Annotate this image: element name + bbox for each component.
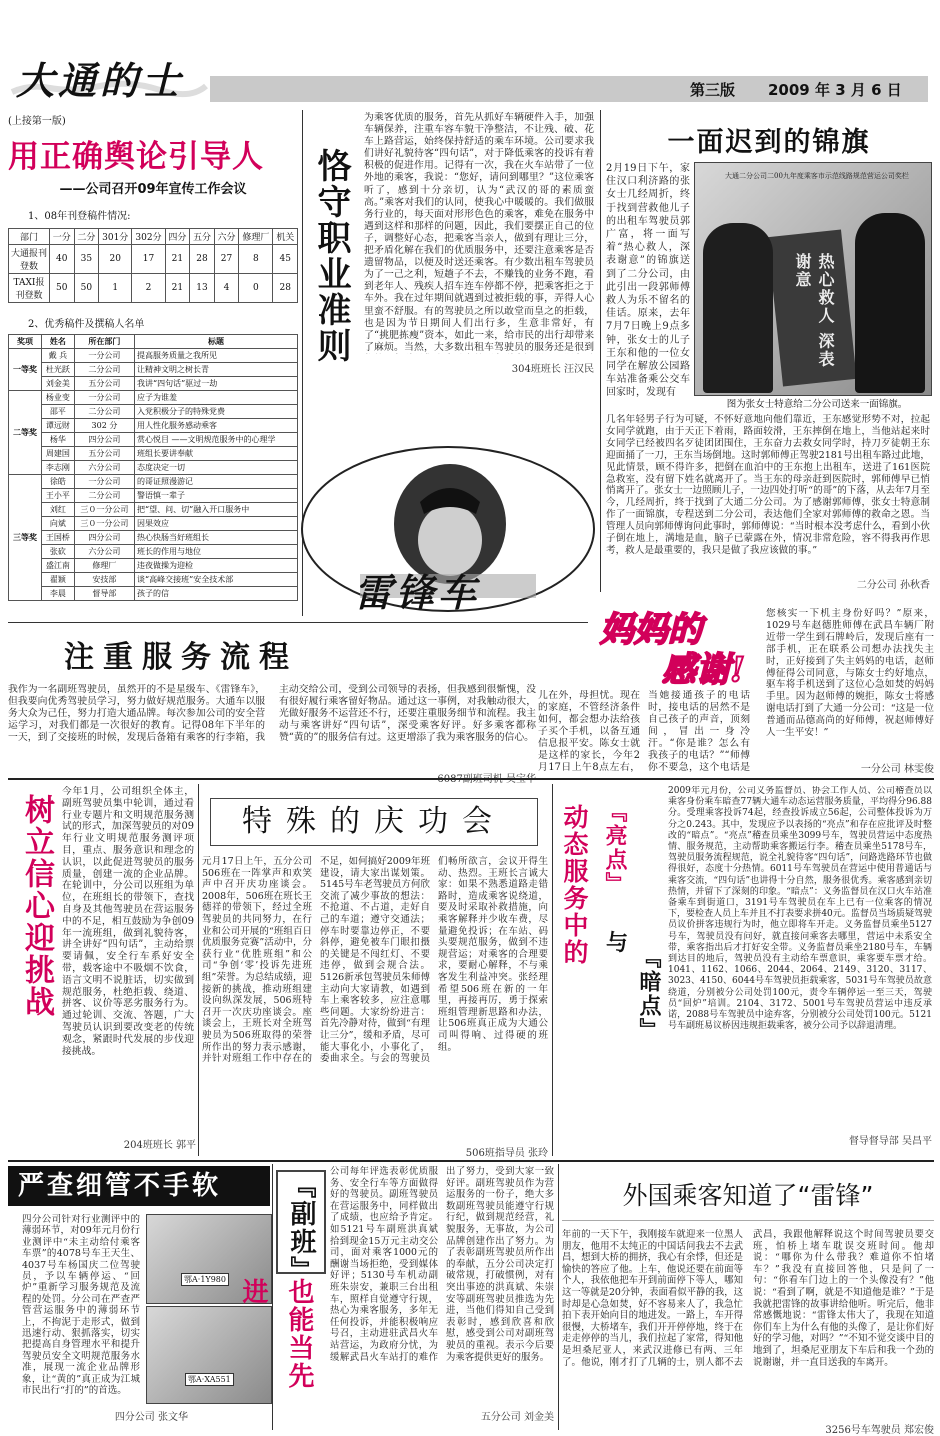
table-row [9, 475, 298, 489]
title-bright-point: 『亮点』 [602, 800, 627, 896]
table-header-cell: 修理厂 [239, 229, 273, 245]
subhead: ——公司召开09年宣传工作会议 [59, 182, 247, 197]
masthead-logo [10, 48, 210, 103]
photo-banner-text: 大通二分公司二00九年度乘客市示范线路规范营运公司奖栏 [725, 172, 909, 180]
table-cell: 热心快肠当好班组长 [135, 531, 298, 545]
article-signature: 3256号车驾驶员 郑宏俊 [825, 1425, 934, 1436]
article-body-1: 儿在外，母担忧。现在的家庭，不管经济条件如何，都会想办法给孩子买个手机，以备互通信息报平安。陈女士就是这样的家长，今年2月17日上午8点左右，当她接通孩子的电话时，接电话的居然不是自己孩子的声音，顶刻间，冒出一身冷汗。“你是谁？怎么有我孩子的电话？”“师傅你不要急，这个电话是 [538, 690, 750, 773]
article-signature: 五分公司 刘金美 [480, 1412, 554, 1423]
article-bright-dark-points [668, 786, 932, 1156]
table-cell: 二分公司 [74, 489, 134, 503]
table-cell: 一分公司 [74, 475, 134, 489]
table-cell: 杜光跃 [41, 363, 74, 377]
section1-label: 1、08年刊登稿件情况: [28, 211, 131, 222]
table-row [9, 391, 298, 405]
table-header-cell: 二分 [74, 229, 99, 245]
table-cell: 二分公司 [74, 363, 134, 377]
article-deputy-drivers [330, 1166, 554, 1428]
table-cell: 修理厂 [74, 559, 134, 573]
table-cell: 邵平 [41, 405, 74, 419]
table-cell: 谭远财 [41, 419, 74, 433]
table-cell: 翟颖 [41, 573, 74, 587]
table-cell: 28 [190, 245, 215, 274]
table-cell: 50 [50, 274, 75, 303]
table-row [9, 489, 298, 503]
banner-photo [694, 162, 932, 396]
table-header-cell: 部门 [9, 229, 50, 245]
table-cell: 督导部 [74, 587, 134, 601]
table-cell: 班长的作用与地位 [135, 545, 298, 559]
table-cell: 四分公司 [74, 531, 134, 545]
article-signature: 506班指导员 张玲 [465, 1148, 548, 1159]
table-row [9, 517, 298, 531]
table-cell: 四分公司 [74, 433, 134, 447]
article-signature: 304班班长 汪汉民 [511, 364, 594, 375]
table-cell: 赏心悦目 ——文明规范服务中的心理学 [135, 433, 298, 447]
title-part2: 也能当先进 [238, 1278, 314, 1390]
section2-label: 2、优秀稿件及撰稿人名单 [28, 319, 145, 330]
table-cell: 21 [165, 274, 190, 303]
table-cell: 一分公司 [74, 349, 134, 363]
logo-text: 大通的士 [16, 58, 185, 103]
table-cell: 50 [74, 274, 99, 303]
table-row [9, 587, 298, 601]
dynamic-service-title [556, 796, 666, 1076]
table-row [9, 419, 298, 433]
leifeng-label: 雷锋车 [354, 570, 481, 615]
table-cell: 302 分 [74, 419, 134, 433]
article-signature: 204班班长 郭平 [123, 1140, 196, 1151]
table-cell: 28 [273, 274, 298, 303]
article-confidence [62, 786, 194, 1134]
table-cell: 三０一分公司 [74, 503, 134, 517]
article-signature: 6087副班司机 吴宝华 [437, 774, 536, 785]
title-and: 与 [606, 931, 629, 956]
article-body-main: 几名年轻男子行为可疑，不怀好意地向他们靠近，王东感觉形势不对，拉起女同学就跑，由于天正下着雨，路面较滑，王东摔倒在地上，当他站起来时女同学已经被四名歹徒团团围住，王东奋力去救女同学时，持刀歹徒朝王东迎面捅了一刀，王东当场倒地。这时郭师傅正驾驶2181号出租车路过此地，见此情景，顾不得许多，把倒在血泊中的王东抱上出租车，送进了161医院急救室，没有留下姓名就离开了。当王东的母亲赶到医院时，郭师傅早已悄悄离开了。张女士一边照顾儿子，一边四处打听“的哥”的下落，从去年7月至今，几经周折，终于找到了大通二分公司。为了感谢郭师傅，张女士特意制作了一面锦旗，专程送到二分公司，表达他们全家对郭师傅的救命之恩。当管理人员向郭师傅询问此事时，郭师傅说：“当时根本没考虑什么，看到小伙子倒在地上，满地是血，脑子已蒙露在外，情况非常危险，容不得我再作思考，救人是最重要的，我只是做了我应该做的事。” [606, 414, 930, 556]
table-header-cell: 一分 [50, 229, 75, 245]
article-body: 为乘客优质的服务，首先从抓好车辆硬件入手，加强车辆保养，注重车容车貌干净整洁，不让残、破、花车上路营运，始终保持舒适的乘车环境。公司要求我们讲好礼貌待客“四句话”，对于降低乘客的投诉有着积极的促进作用。记得有一次，我在火车站带了一位外地的乘客，我说：“您好，请问到哪里？”这位乘客听了，感到十分亲切，认为“武汉的哥的素质蛮高。”乘客对我们的认同，使我心中暖暖的。我们做服务行业的，每天面对形形色色的乘客，难免在服务中遇到这样和那样的问题，因此，我们要摆正自己的位子，调整好心态，把乘客当亲人，做到有理让三分，把矛盾化解在我们的优质服务中，还要注意乘客是否遗留物品，以便及时送还乘客。有少数出租车驾驶员为了一己之利，短趟子不去，不赚钱的业务不跑，看到老年人、残疾人招车连车停都不停，把乘客拒之于车外。我在过年期间就遇到过被拒载的事，弄得人心里蛮不舒服。有的驾驶员之所以敢堂而皇之的拒载，也是因为节日期间人们出行多，生意非常好，有了“挑肥拣瘦”资本，如此一来，给市民的出行却带来了麻烦。当然，大多数出租车驾驶员的服务还是很到 [364, 112, 594, 353]
stats-table-2 [8, 334, 298, 601]
table-cell: 王小平 [41, 489, 74, 503]
table-row [9, 433, 298, 447]
article-mothers-thanks [540, 606, 934, 776]
table-cell: 提高服务质量之我所见 [135, 349, 298, 363]
license-plate-2: 鄂A·XA551 [185, 1373, 234, 1386]
table-cell: 35 [74, 245, 99, 274]
table-cell: 盛江南 [41, 559, 74, 573]
article-title: 严查细管不手软 [8, 1166, 270, 1206]
table-cell: 五分公司 [74, 377, 134, 391]
table-header-cell: 姓名 [41, 335, 74, 349]
table-header-cell: 301分 [99, 229, 132, 245]
table-row [9, 559, 298, 573]
table-cell: 4 [214, 274, 239, 303]
article-celebration [202, 786, 548, 1159]
table-cell: 0 [239, 274, 273, 303]
headline: 用正确舆论引导人 [8, 139, 264, 175]
table-cell: 1 [99, 274, 132, 303]
table-row [9, 349, 298, 363]
stats-table-1 [8, 228, 298, 303]
article-signature: 二分公司 孙秋香 [856, 580, 930, 591]
table-cell: 应子为谁羞 [135, 391, 298, 405]
table-cell: 周建国 [41, 447, 74, 461]
table-cell: 20 [99, 245, 132, 274]
article-body: 2009年元月份，公司义务监督员、协会工作人员、公司稽查员以乘客身份乘车暗查77辆大通车动态运营服务质量，平均得分96.88分。受理乘客投诉74起，经查投诉成立56起，公司整体投诉为万分之0.243。其中，发现应予以表扬的“亮点”和存在应批评及时整改的“暗点”。“亮点”稽查员乘坐3099号车，驾驶员营运中态度热情、服务规范，主动帮助乘客搬运行李。稽查员乘坐5178号车，驾驶员服务流程规范，说全礼貌待客“四句话”，问路选路环节也做得很好，态度十分热情。6011号车驾驶员在营运中使用普通话与乘客交流，“四句话”也讲得十分自然，服务很优秀。乘客感到亲切热情，并留下了深刻的印象。“暗点”：义务监督员在汉口火车站准备乘车到街道口，3191号车驾驶员在车上已有一位乘客的情况下，要检查人员上车并且不打表要求拼40元。监督员当场质疑驾驶员议价拼客违规行为时，他立即将车开走。义务监督员乘坐5127号车，驾驶员没有问好，就直接问乘客去哪里，营运中未系安全带，乘客指出后才打好安全带。义务监督员乘坐2180号车，车辆到达目的地后，驾驶员没有主动给车票意识，乘客要车票才给。1041、1162、1066、2044、2064、2149、3120、3117、3023、4150、6044号车驾驶员拒载乘客，5031号车驾驶员故意绕道，分别被分公司处罚100元，责令车辆停运一至三天，驾驶员“回炉”培训。2104、3172、5001号车驾驶员营运中违反承诺，2088号车驾驶员中途弃客，分别被分公司处罚100元。5121号车副班易议桥因违规拒载乘客，被分公司予以辞退清理。 [668, 786, 932, 1032]
table-cell: 三０一分公司 [74, 517, 134, 531]
license-plate-1: 鄂A·1Y980 [181, 1273, 229, 1286]
table-cell: 用人性化服务感动乘客 [135, 419, 298, 433]
article-body: 我作为一名副班驾驶员，虽然开的不是星级车、《雷锋车》，但我要向优秀驾驶员学习，努力做好规范服务。大通车以服务大众为己任，努力打造大通品牌。每次参加公司的安全营运学习，对我们都是一次很好的教育。记得08年下半年的一天，到了交接班的时候，发现后备箱有乘客的行李箱，我主动交给公司，受到公司领导的表扬，但我感到很惭愧，没有很好履行乘客留好物品。通过这一事例，对我触动很大，光做好服务不运营还不行，还要注重服务细节和流程。我主动与乘客讲好“四句话”，深受乘客好评。好多乘客都称赞“黄的”的服务信有过。这更增添了我为乘客服务的信心。 [8, 684, 536, 743]
table-cell: 李晨 [41, 587, 74, 601]
table-cell: 17 [132, 245, 165, 274]
article-propaganda-meeting [8, 112, 298, 616]
table-cell: 大通报刊登数 [9, 245, 50, 274]
article-body: 公司每年评选表彰优质服务、安全行车等方面做得好的驾驶员。副班驾驶员在营运服务中，同样做出了成绩，也应给予肯定。如5121号车副班洪真斌拾到现金15万元主动交公司，面对乘客1000元的酬谢当场拒绝，受到媒体好评；5130号车机动副班朱崇安，兼职三台出租车，照样自觉遵守行规，热心为乘客服务，多年无任何投诉，并能积极响应号召，主动进驻武昌火车站营运，为政府分忧，为缓解武昌火车站打的难作出了努力，受到大家一致好评。副班驾驶员作为营运服务的一份子，绝大多数副班驾驶员能遵守行规行纪，做到规范经营，礼貌服务，无事故，为公司品牌创建作出了努力。为了表彰副班驾驶员所作出的奉献，五分公司决定打破常规，打破惯例，对有突出事迹的洪真斌、朱崇安等副班驾驶员推选为先进，当他们得知自己受到表彰时，感到欣喜和欣慰，感受到公司对副班驾驶员的重视。表示今后要为乘客提供更好的服务。 [330, 1166, 554, 1363]
table-cell: 刘金美 [41, 377, 74, 391]
article-title-vertical: 恪守职业准则 [311, 148, 351, 364]
table-header-cell: 标题 [135, 335, 298, 349]
table-cell: 六分公司 [74, 545, 134, 559]
table-cell: 的哥证照漫游记 [135, 475, 298, 489]
table-row [9, 447, 298, 461]
article-title: 注重服务流程 [64, 640, 298, 675]
table-cell: 13 [190, 274, 215, 303]
table-row [9, 503, 298, 517]
table-cell: 班组长要讲奉献 [135, 447, 298, 461]
table-cell: 李志刚 [41, 461, 74, 475]
mama-title-line1: 妈妈的 [600, 610, 702, 650]
table-header-cell: 机关 [273, 229, 298, 245]
table-cell: 21 [165, 245, 190, 274]
table-row [9, 531, 298, 545]
table-row [9, 461, 298, 475]
photo-person-left [703, 223, 773, 393]
article-title: 外国乘客知道了“雷锋” [562, 1176, 934, 1221]
table-cell: 我讲“四句话”驱过一劫 [135, 377, 298, 391]
table-cell: 因果效应 [135, 517, 298, 531]
table-cell: 8 [239, 245, 273, 274]
title-part1: 『副班』 [276, 1170, 326, 1274]
leifeng-illustration [300, 444, 596, 614]
title-dark-point: 『暗点』 [636, 946, 661, 1042]
table-cell: 六分公司 [74, 461, 134, 475]
table-cell: 一分公司 [74, 391, 134, 405]
table-cell: TAXI报刊登数 [9, 274, 50, 303]
table-cell: 40 [50, 245, 75, 274]
article-service-process [8, 626, 536, 785]
table-cell: 戴 兵 [41, 349, 74, 363]
table-cell: 2 [132, 274, 165, 303]
article-signature: 一分公司 林雯俊 [860, 764, 934, 775]
table-header-cell: 五分 [190, 229, 215, 245]
photo-person-right [855, 213, 925, 393]
article-body: 年前的一天下午，我刚接车就迎来一位黑人朋友，他用不太纯正的中国话问我去不去武昌，想到大桥的拥挤，我心有余悸，但还是愉快的答应了他。上车，他说还要在前面等个人，我依他把车开到前面停下等人，哪知这一等就是20分钟，表面看似平静的我，这时却是心急如焚，好不容易来人了，我急忙拍下表开始向目的地进发。一路上，车开得很慢，大桥堵车，我们开开停停地，终于在走走停停的当儿，我们拉起了家常，得知他是坦桑尼亚人，来武汉进修已有两、三年了。他说，刚才打了几辆的士，别人都不去武昌，我跟他解释说这个时间驾驶员要交班，怕桥上堵车耽误交班时间。他却说：“哪你为什么带我？难道你不怕堵车？”我没有直接回答他，只是问了一句：“你看车门边上的一个头像没有？”他说：“看到了啊，就是不知道他是谁？”于是我就把雷锋的故事讲给他听。听完后，他非常感慨地说：“雷锋太伟大了，我现在知道你们车上为什么有他的头像了，是让你们好好的学习他，对吗？”“不知不觉交谈中目的地到了，坦桑尼亚朋友下车后和我一个劲的说谢谢，并一直目送我的车离开。 [562, 1229, 934, 1368]
article-late-banner [604, 112, 934, 592]
table-header-cell: 奖项 [9, 335, 42, 349]
table-header-cell: 六分 [214, 229, 239, 245]
mama-title-line2: 感谢! [662, 650, 745, 690]
table-header-cell: 四分 [165, 229, 190, 245]
article-body-2: 您核实一下机主身份好吗？”原来，1029号车赵德胜师傅在武昌车辆厂附近带一学生到石牌岭后，发现后座有一部手机，正在联系公司想办法找失主时，正好接到了失主妈妈的电话，赵师傅征得公司同意，与陈女士约好地点，驱车将手机送到了这位心急如焚的妈妈手里。因为赵师傅的婉拒，陈女士将感谢电话打到了大通一分公司：“这是一位普通而品德高尚的好师傅，祝赵师傅好人一生平安！” [766, 608, 934, 739]
article-signature: 督导督导部 吴昌平 [848, 1136, 932, 1147]
table-cell: 刘红 [41, 503, 74, 517]
issue-date: 2009 年 3 月 6 日 [768, 81, 902, 99]
table-row [9, 363, 298, 377]
table-cell: 入党积极分子的特殊党费 [135, 405, 298, 419]
table-row [9, 545, 298, 559]
article-title-vertical: 树立信心迎挑战 [19, 794, 54, 1018]
table-row [9, 405, 298, 419]
table-row [9, 274, 298, 303]
table-row [9, 573, 298, 587]
table-cell: 二分公司 [74, 405, 134, 419]
table-cell: 徐皓 [41, 475, 74, 489]
photo-flag-text: 热心救人 深表谢意 [793, 253, 835, 369]
award-cell: 一等奖 [9, 349, 42, 391]
award-cell: 二等奖 [9, 391, 42, 475]
article-confidence-tail [8, 1104, 196, 1158]
car-photo-bottom [146, 1306, 272, 1404]
title-left: 动态服务中的 [560, 804, 589, 966]
table-cell: 杨业变 [41, 391, 74, 405]
table-cell: 孩子的信 [135, 587, 298, 601]
article-foreign-passenger [562, 1166, 934, 1436]
table-cell: 27 [214, 245, 239, 274]
table-cell: 杨华 [41, 433, 74, 447]
table-cell: 王国桥 [41, 531, 74, 545]
table-cell: 把“望、问、切”融入开口服务中 [135, 503, 298, 517]
masthead [0, 0, 940, 106]
article-body: 今年1月，公司组织全体主，副班驾驶员集中轮训，通过看行业专题片和文明规范服务测试的形式，加深驾驶员的对09年行业文明规范服务测评项目，重点、服务意识和理念的认识，以此促进驾驶员的服务质量，创建一流的企业品牌。在轮训中，分公司以班组为单位，在班组长的带领下，查找自身及其他驾驶员在营运服务中的不足，相互鼓励为争创09年一流班组，做到礼貌待客，讲全讲好“四句话”，主动给票要请佩，安全行车系好安全带，载客途中不吸烟不饮食，语言文明不说脏话，切实做到规范服务，杜绝拒载、绕道、拼客、议价等恶劣服务行为。通过轮训、交流、答题，广大驾驶员认识到要改变老的传统观念，紧跟时代发展的步伐迎接挑战。 [62, 786, 194, 1057]
table-cell: 向斌 [41, 517, 74, 531]
table-cell: 45 [273, 245, 298, 274]
article-professional-standards [364, 112, 594, 382]
table-cell: 张砍 [41, 545, 74, 559]
article-body-side: 2月19日下午，家住汉口利济路的张女士几经周折，终于找到营救他儿子的出租车驾驶员郭广富，将一面写着“热心救人，深表谢意”的锦旗送到了二分公司，由此引出一段郭师傅救人为乐不留名的佳话。原来，去年7月7日晚上9点多钟，张女士的儿子王东和他的一位女同学在解放公园路车站准备乘公交车回家时，发现有 [606, 163, 690, 399]
table-row [9, 377, 298, 391]
table-cell: 警语慎一辈子 [135, 489, 298, 503]
article-signature: 四分公司 张文华 [114, 1412, 188, 1423]
table-row [9, 245, 298, 274]
table-header-cell: 302分 [132, 229, 165, 245]
article-title: 一面迟到的锦旗 [667, 127, 871, 158]
award-cell: 三等奖 [9, 475, 42, 601]
article-body: 四分公司针对行业测评中的薄弱环节，对09年元月份行业测评中“未主动给付乘客车票”的4078号车王天生、4037号车杨国庆二位驾驶员，予以车辆停运、“回炉”重新学习服务规范及流程的处罚。分公司在严查严管营运服务中的薄弱环节上，不拘泥于走形式，做到迅速行动、狠抓落实，切实把提高自身管理水平和提升驾驶员安全文明规范服务水准，展现一流企业品牌形象，让“黄的”真正成为江城市民出行“打的”的首选。 [22, 1214, 140, 1397]
article-title: 特殊的庆功会 [210, 798, 538, 846]
table-cell: 让精神文明之树长青 [135, 363, 298, 377]
table-cell: 五分公司 [74, 447, 134, 461]
table-cell: 违夜做操为迎检 [135, 559, 298, 573]
table-cell: 谈“高峰交接班”安全技术部 [135, 573, 298, 587]
edition-label: 第三版 [690, 81, 736, 99]
table-cell: 态度决定一切 [135, 461, 298, 475]
article-body: 元月17日上午，五分公司506班在一阵掌声和欢笑声中召开庆功座谈会。2008年，506班在班长王德祥的带领下，经过全班驾驶员的共同努力，在行业和公司开展的“班组百日优质服务竞赛”活动中，分获行业“优胜班组”和公司“争创‘零’投诉先进班组”荣誉。为总结成绩，迎接新的挑战，推动班组建设向纵深发展，506班特召开一次庆功座谈会。座谈会上，王班长对全班驾驶员为506班取得的荣誉所作出的努力表示感谢，并针对班组工作中存在的不足，如何搞好2009年班建设，请大家出谋划策。5145号车老驾驶员方何欣交流了减少事故的想法：不抢道、不占道，走好自己的车道；遵守交通法；停车时要靠边停正，不要斜停，避免被车门眼扣摄的关键是不闯红灯、不要违停，做到会规合法。5126新承包驾驶员朱师傅主动向大家请教，如遇到车上乘客较多，应注意哪些问题。大家纷纷进言：首先冷静对待，做到“有理让三分”，缓和矛盾，尽可能大事化小，小事化了，委曲求全。与会的驾驶员们畅所欲言，会议开得生动、热烈。王班长言诚大家：如果不熟悉道路走错路时，造成乘客说绕道，要及时采取补救措施，向乘客解释并少收车费，尽量避免投诉；在车站、码头要规范服务，做到不违规营运；对乘客的合理要求，要耐心解释，不与乘客发生利益冲突。张经理希望506班在新的一年里，再接再厉，勇于探索班组管理新思路和办法，让506班真正成为大通公司叫得响、过得硬的班组。 [202, 856, 548, 1065]
table-header-cell: 所在部门 [74, 335, 134, 349]
deputy-title [238, 1166, 328, 1416]
continued-note: (上接第一版) [8, 116, 66, 127]
photo-caption: 图为张女士特意给二分公司送来一面锦旗。 [726, 399, 908, 410]
table-cell: 安技部 [74, 573, 134, 587]
